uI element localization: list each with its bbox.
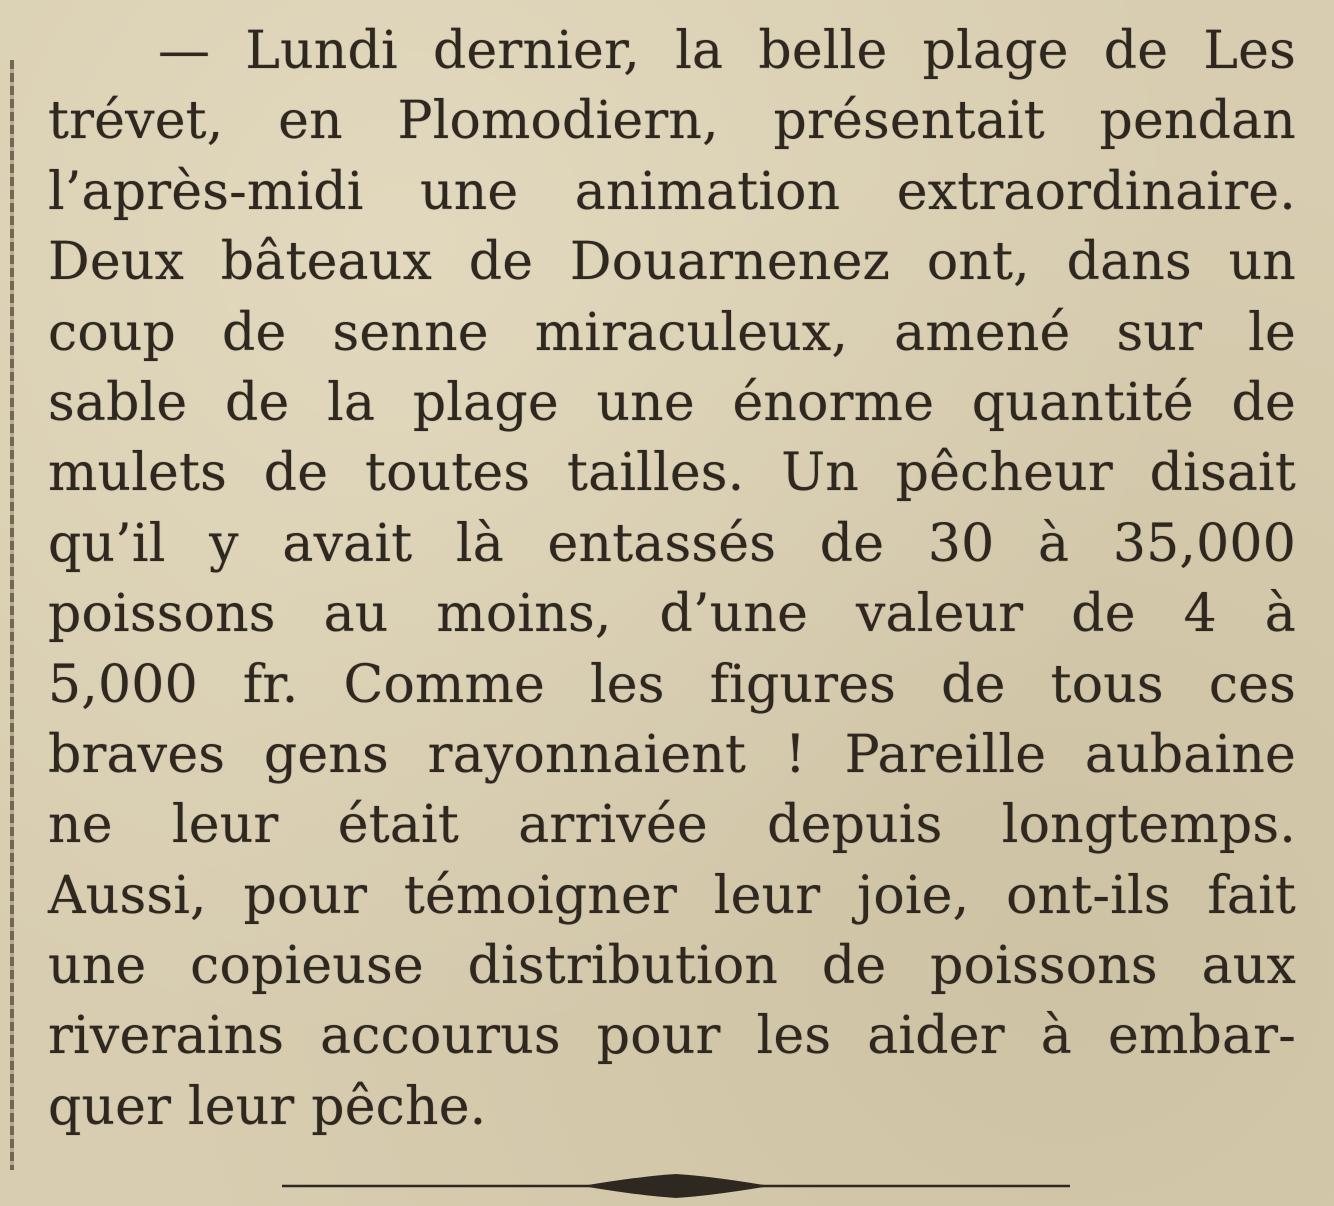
article-line: braves gens rayonnaient ! Pareille aubaine: [48, 724, 1296, 785]
article-line: qu’il y avait là entassés de 30 à 35,000: [48, 513, 1296, 574]
article-line: coup de senne miraculeux, amené sur le: [48, 302, 1296, 363]
article-line: Aussi, pour témoigner leur joie, ont-ils fait: [48, 865, 1296, 926]
article-line: une copieuse distribution de poissons aux: [48, 936, 1296, 997]
article-line: ne leur était arrivée depuis longtemps.: [48, 795, 1296, 856]
article-line: sable de la plage une énorme quantité de: [48, 372, 1296, 433]
section-divider-ornament: [282, 1172, 1070, 1200]
article-text: [48, 16, 1296, 1142]
article-line: quer leur pêche.: [48, 1076, 487, 1137]
article-line: — Lundi dernier, la belle plage de Les: [158, 21, 1296, 81]
column-rule: [10, 60, 14, 1170]
article-line: riverains accourus pour les aider à embar-: [48, 1006, 1296, 1067]
article-line: l’après-midi une animation extraordinaire.: [48, 161, 1296, 222]
article-line: Deux bâteaux de Douarnenez ont, dans un: [48, 232, 1296, 293]
article-line: poissons au moins, d’une valeur de 4 à: [48, 584, 1296, 645]
article-line: mulets de toutes tailles. Un pêcheur disait: [48, 443, 1296, 504]
article-line: trévet, en Plomodiern, présentait pendan: [48, 91, 1296, 152]
article-line: 5,000 fr. Comme les figures de tous ces: [48, 654, 1296, 715]
